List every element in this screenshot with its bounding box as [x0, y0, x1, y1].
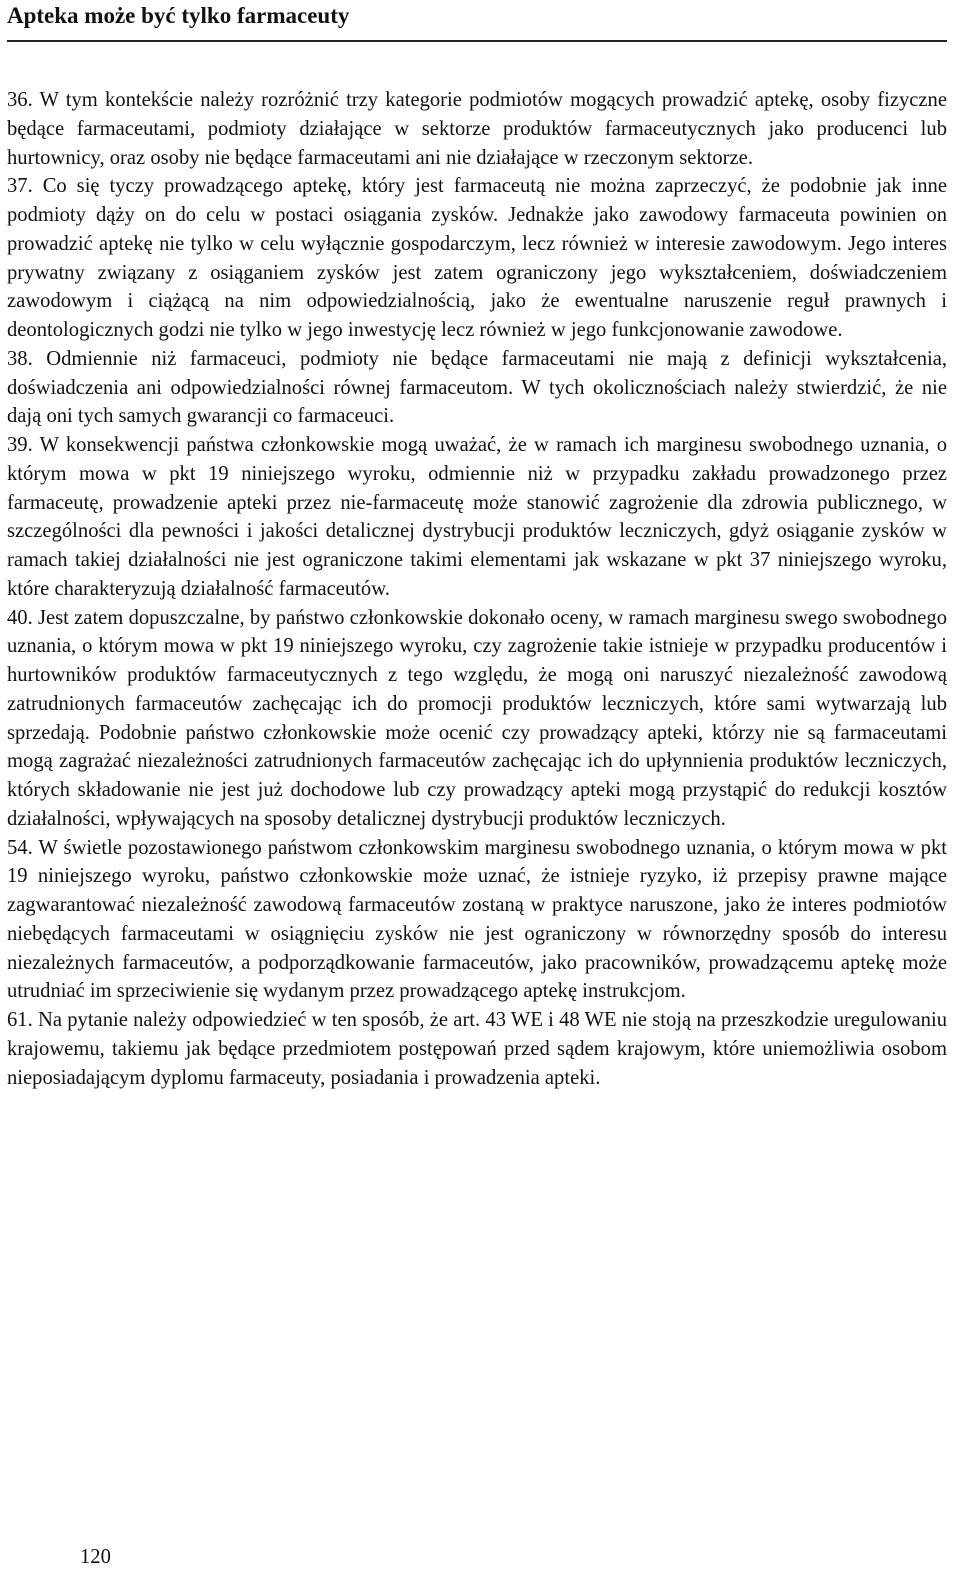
paragraph-40: 40. Jest zatem dopuszczalne, by państwo członkowskie dokonało oceny, w ramach marginesu swego swobodnego uznania, o którym mowa w pkt 19 niniejszego wyroku, czy zagrożenie takie istnieje w przypadku producentów i hurtowników produktów farmaceutycznych z tego względu, że mogą oni naruszyć niezależność zawodową zatrudnionych farmaceutów zachęcając ich do promocji produktów leczniczych, które sami wytwarzają lub sprzedają. Podobnie państwo członkowskie może ocenić czy prowadzący apteki, którzy nie są farmaceutami mogą zagrażać niezależności zatrudnionych farmaceutów zachęcając ich do upłynnienia produktów leczniczych, których składowanie nie jest już dochodowe lub czy prowadzący apteki mogą przystąpić do redukcji kosztów działalności, wpływających na sposoby detalicznej dystrybucji produktów leczniczych.: [7, 606, 947, 830]
paragraph-38: 38. Odmiennie niż farmaceuci, podmioty nie będące farmaceutami nie mają z definicji wykształcenia, doświadczenia ani odpowiedzialności równej farmaceutom. W tych okolicznościach należy stwierdzić, że nie dają oni tych samych gwarancji co farmaceuci.: [7, 347, 947, 428]
paragraph-39: 39. W konsekwencji państwa członkowskie mogą uważać, że w ramach ich marginesu swobodnego uznania, o którym mowa w pkt 19 niniejszego wyroku, odmiennie niż w przypadku zakładu prowadzonego przez farmaceutę, prowadzenie apteki przez nie-farmaceutę może stanowić zagrożenie dla zdrowia publicznego, w szczególności dla pewności i jakości detalicznej dystrybucji produktów leczniczych, gdyż osiąganie zysków w ramach takiej działalności nie jest ograniczone takimi elementami jak wskazane w pkt 37 niniejszego wyroku, które charakteryzują działalność farmaceutów.: [7, 434, 947, 600]
page-header: [7, 0, 947, 42]
page-title: Apteka może być tylko farmaceuty: [7, 3, 350, 28]
paragraph-61: 61. Na pytanie należy odpowiedzieć w ten sposób, że art. 43 WE i 48 WE nie stoją na przeszkodzie uregulowaniu krajowemu, takiemu jak będące przedmiotem postępowań przed sądem krajowym, które uniemożliwia osobom nieposiadającym dyplomu farmaceuty, posiadania i prowadzenia apteki.: [7, 1009, 947, 1089]
page-number: 120: [80, 1546, 111, 1568]
paragraph-36: 36. W tym kontekście należy rozróżnić trzy kategorie podmiotów mogących prowadzić aptekę, osoby fizyczne będące farmaceutami, podmioty działające w sektorze produktów farmaceutycznych jako producenci lub hurtownicy, oraz osoby nie będące farmaceutami ani nie działające w rzeczonym sektorze.: [7, 89, 947, 169]
document-body: [7, 86, 947, 1092]
paragraph-54: 54. W świetle pozostawionego państwom członkowskim marginesu swobodnego uznania, o którym mowa w pkt 19 niniejszego wyroku, państwo członkowskie może uznać, że istnieje ryzyko, iż przepisy prawne mające zagwarantować niezależność zawodową farmaceutów zostaną w praktyce naruszone, jako że interes podmiotów niebędących farmaceutami w osiągnięciu zysków nie jest ograniczony w równorzędny sposób do interesu niezależnych farmaceutów, a podporządkowanie farmaceutów, jako pracowników, prowadzącemu aptekę może utrudniać im sprzeciwienie się wydanym przez prowadzącego aptekę instrukcjom.: [7, 836, 947, 1003]
paragraph-37: 37. Co się tyczy prowadzącego aptekę, który jest farmaceutą nie można zaprzeczyć, że podobnie jak inne podmioty dąży on do celu w postaci osiągania zysków. Jednakże jako zawodowy farmaceuta powinien on prowadzić aptekę nie tylko w celu wyłącznie gospodarczym, lecz również w interesie zawodowym. Jego interes prywatny związany z osiąganiem zysków jest zatem ograniczony jego wykształceniem, doświadczeniem zawodowym i ciążącą na nim odpowiedzialnością, jako że ewentualne naruszenie reguł prawnych i deontologicznych godzi nie tylko w jego inwestycję lecz również w jego funkcjonowanie zawodowe.: [7, 175, 947, 341]
